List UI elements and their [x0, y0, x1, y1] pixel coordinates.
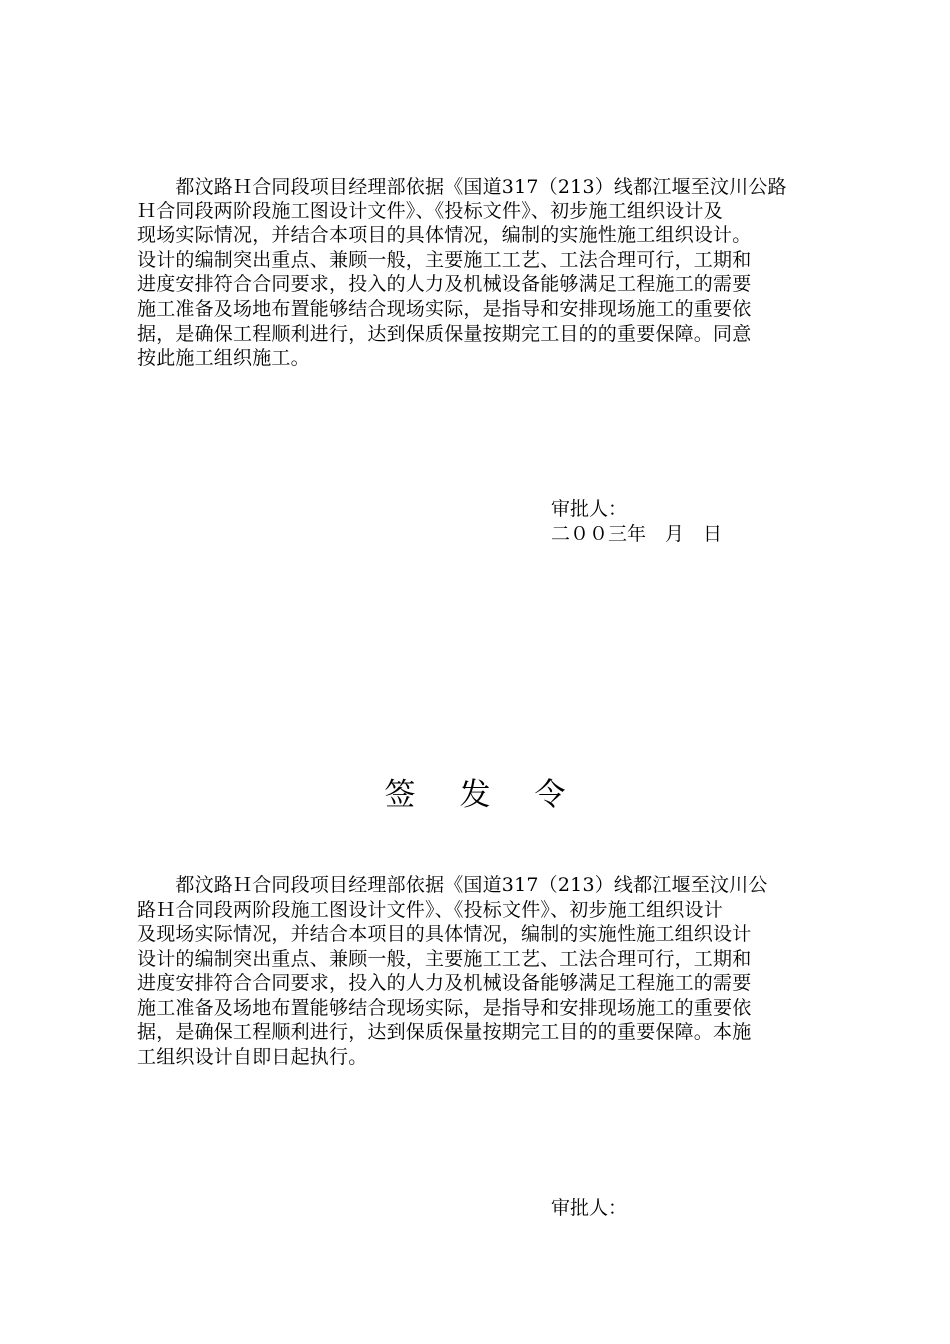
issuance-paragraph-line-6: 施工准备及场地布置能够结合现场实际，是指导和安排现场施工的重要依: [137, 997, 752, 1019]
approval-paragraph-line-4: 设计的编制突出重点、兼顾一般，主要施工工艺、工法合理可行，工期和: [137, 249, 752, 271]
issuance-paragraph-line-5: 进度安排符合合同要求，投入的人力及机械设备能够满足工程施工的需要: [137, 972, 752, 994]
issuance-title: 签发令: [384, 777, 610, 813]
approval-approver-label: 审批人：: [551, 498, 628, 520]
approval-paragraph-line-6: 施工准备及场地布置能够结合现场实际，是指导和安排现场施工的重要依: [137, 298, 752, 320]
issuance-paragraph-line-1: 都汶路Ｈ合同段项目经理部依据《国道317（213）线都江堰至汶川公: [137, 874, 768, 896]
approval-paragraph-line-7: 据，是确保工程顺利进行，达到保质保量按期完工目的的重要保障。同意: [137, 323, 752, 345]
approval-paragraph-line-8: 按此施工组织施工。: [137, 347, 310, 369]
issuance-paragraph-line-2: 路Ｈ合同段两阶段施工图设计文件》、《投标文件》、初步施工组织设计: [137, 899, 723, 921]
approval-date: 二００三年 月 日: [551, 523, 723, 545]
issuance-paragraph-line-8: 工组织设计自即日起执行。: [137, 1046, 368, 1068]
approval-paragraph-line-1: 都汶路Ｈ合同段项目经理部依据《国道317（213）线都江堰至汶川公路: [137, 176, 787, 198]
issuance-paragraph-line-3: 及现场实际情况，并结合本项目的具体情况，编制的实施性施工组织设计: [137, 923, 752, 945]
issuance-approver-label: 审批人：: [551, 1197, 628, 1219]
issuance-paragraph-line-4: 设计的编制突出重点、兼顾一般，主要施工工艺、工法合理可行，工期和: [137, 948, 752, 970]
approval-paragraph-line-3: 现场实际情况，并结合本项目的具体情况，编制的实施性施工组织设计。: [137, 224, 752, 246]
approval-paragraph-line-2: Ｈ合同段两阶段施工图设计文件》、《投标文件》、初步施工组织设计及: [137, 200, 723, 222]
issuance-paragraph-line-7: 据，是确保工程顺利进行，达到保质保量按期完工目的的重要保障。本施: [137, 1021, 752, 1043]
approval-paragraph-line-5: 进度安排符合合同要求，投入的人力及机械设备能够满足工程施工的需要: [137, 273, 752, 295]
